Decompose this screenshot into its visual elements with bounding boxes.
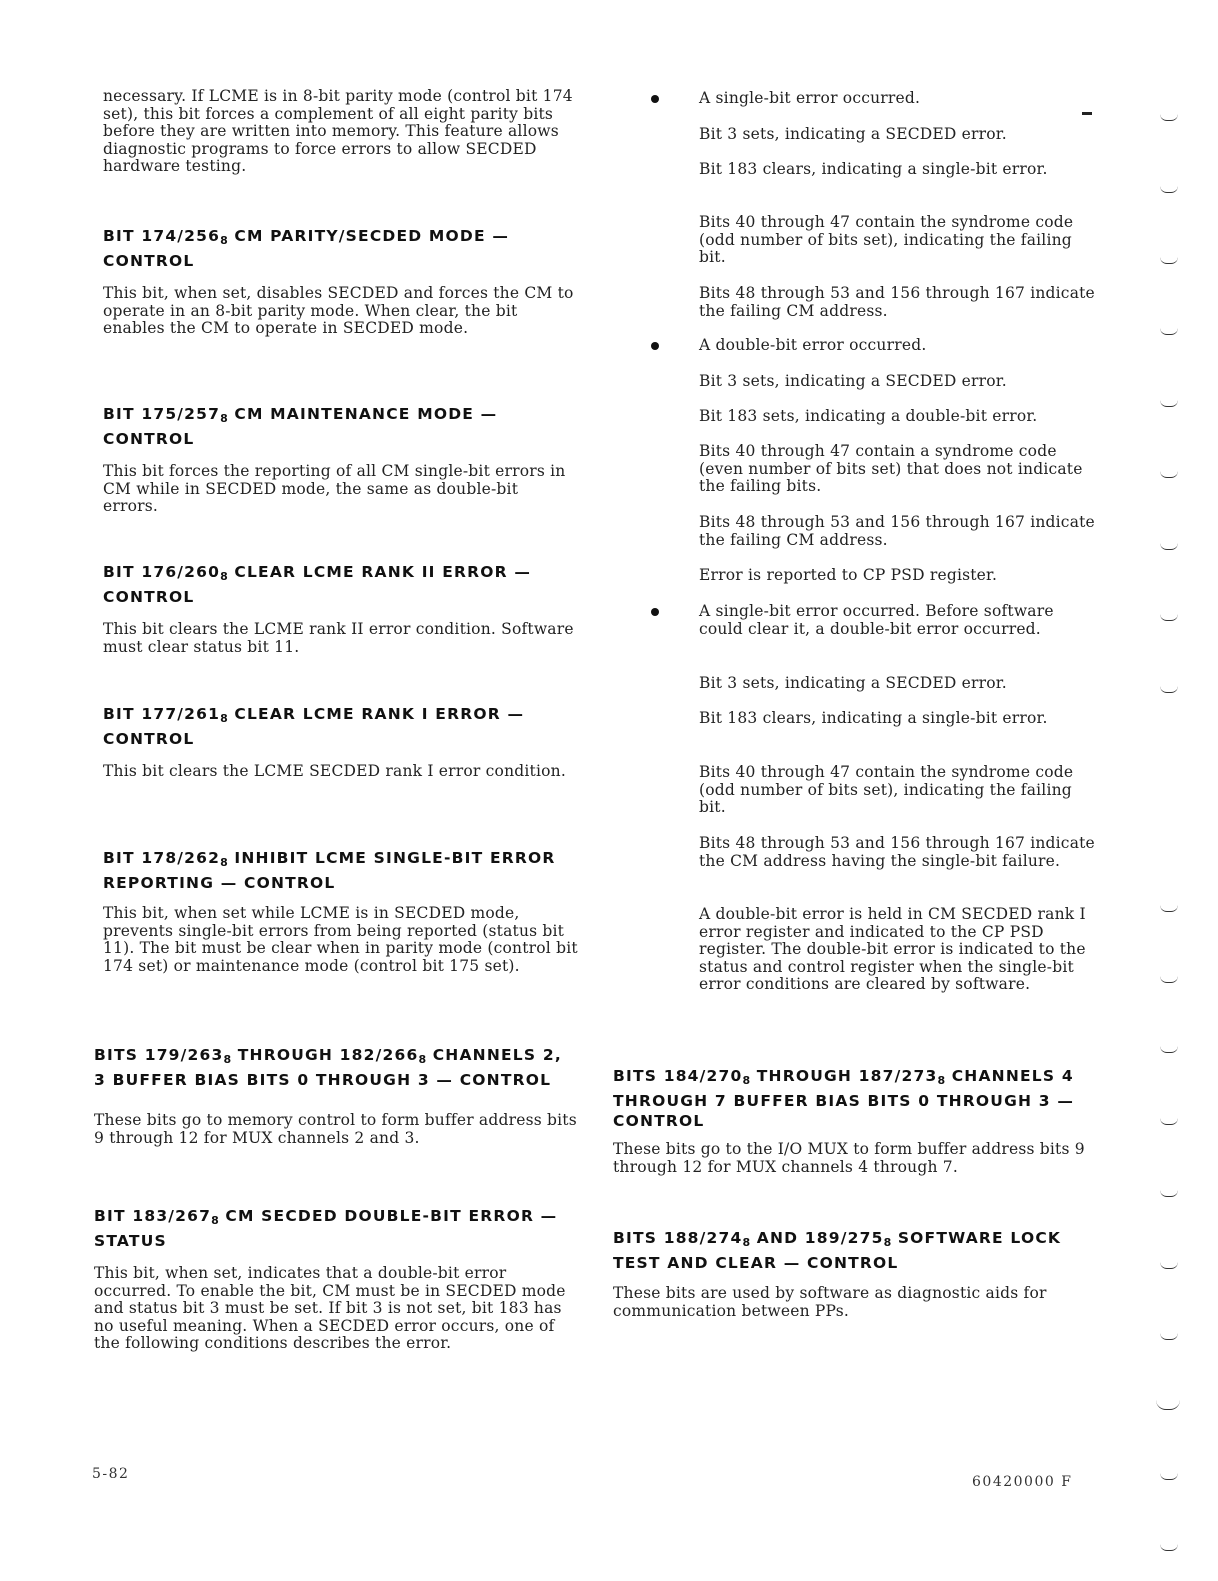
- page-number: 5-82: [92, 1466, 130, 1482]
- binding-hole-mark: [1160, 400, 1178, 407]
- document-number: 60420000 F: [972, 1474, 1073, 1490]
- section-heading: BIT $175/257_8$ CM MAINTENANCE MODE — CONTROL: [103, 405, 498, 448]
- section-body: This bit, when set, disables SECDED and forces the CM to operate in an 8-bit parity mode. When clear, the bit enables the CM to operate in SECDED mode.: [103, 284, 574, 337]
- bullet-icon: [651, 608, 659, 616]
- bullet-detail: Bit 3 sets, indicating a SECDED error.: [699, 125, 1007, 143]
- bullet-single-then-double: A single-bit error occurred. Before software could clear it, a double-bit error occurred.: [699, 603, 1099, 638]
- bullet-detail: Bits 48 through 53 and 156 through 167 indicate the CM address having the single-bit failure.: [699, 834, 1095, 870]
- binding-hole-mark: [1160, 1118, 1178, 1125]
- section-body: This bit forces the reporting of all CM single-bit errors in CM while in SECDED mode, the same as double-bit errors.: [103, 462, 566, 515]
- binding-hole-mark: [1160, 471, 1178, 478]
- section-heading: BITS $184/270_8$ THROUGH $187/273_8$ CHANNELS 4 THROUGH 7 BUFFER BIAS BITS 0 THROUGH 3 — CONTROL: [613, 1067, 1075, 1130]
- section-bit-174: [103, 226, 578, 338]
- bullet-icon: [651, 342, 659, 350]
- bullet-detail: Bits 40 through 47 contain the syndrome code (odd number of bits set), indicating the failing bit.: [699, 213, 1074, 266]
- binding-hole-mark: [1160, 1190, 1178, 1197]
- section-body: This bit clears the LCME SECDED rank I error condition.: [103, 762, 566, 780]
- section-bit-178: [103, 848, 578, 975]
- section-bit-183: [94, 1206, 579, 1353]
- section-heading: BIT $174/256_8$ CM PARITY/SECDED MODE — CONTROL: [103, 227, 510, 270]
- section-heading: BITS $179/263_8$ THROUGH $182/266_8$ CHANNELS 2, 3 BUFFER BIAS BITS 0 THROUGH 3 — CONTROL: [94, 1046, 562, 1089]
- binding-hole-mark: [1160, 1473, 1178, 1480]
- section-bit-175: [103, 404, 578, 516]
- bullet-detail: Bits 40 through 47 contain the syndrome code (odd number of bits set), indicating the failing bit.: [699, 763, 1074, 816]
- binding-hole-mark: [1160, 1046, 1178, 1053]
- section-bits-184-187: [613, 1066, 1103, 1176]
- binding-hole-mark: [1160, 257, 1178, 264]
- stray-mark: [1082, 112, 1092, 115]
- binding-hole-mark: [1160, 1262, 1178, 1269]
- binding-hole-mark: [1160, 686, 1178, 693]
- bullet-double-bit: A double-bit error occurred.: [699, 337, 1099, 355]
- section-body: These bits go to memory control to form buffer address bits 9 through 12 for MUX channels 2 and 3.: [94, 1111, 577, 1147]
- section-bits-188-189: [613, 1228, 1103, 1320]
- binding-hole-mark: [1160, 1544, 1178, 1551]
- section-heading: BITS $188/274_8$ AND $189/275_8$ SOFTWARE LOCK TEST AND CLEAR — CONTROL: [613, 1229, 1062, 1272]
- bullet-detail: Bit 3 sets, indicating a SECDED error.: [699, 674, 1007, 692]
- binding-hole-mark: [1156, 1400, 1180, 1410]
- binding-hole-mark: [1160, 905, 1178, 912]
- section-heading: BIT $177/261_8$ CLEAR LCME RANK I ERROR — CONTROL: [103, 705, 525, 748]
- bullet-detail: Bits 40 through 47 contain a syndrome code (even number of bits set) that does not indicate the failing bits.: [699, 442, 1083, 495]
- binding-hole-mark: [1160, 328, 1178, 335]
- section-body: These bits are used by software as diagnostic aids for communication between PPs.: [613, 1284, 1047, 1320]
- bullet-detail: Bits 48 through 53 and 156 through 167 indicate the failing CM address.: [699, 513, 1095, 549]
- section-heading: BIT $176/260_8$ CLEAR LCME RANK II ERROR — CONTROL: [103, 563, 532, 606]
- section-bit-176: [103, 562, 578, 656]
- section-heading: BIT $178/262_8$ INHIBIT LCME SINGLE-BIT ERROR REPORTING — CONTROL: [103, 849, 556, 892]
- bullet-detail: Error is reported to CP PSD register.: [699, 566, 998, 584]
- binding-hole-mark: [1160, 186, 1178, 193]
- section-body: This bit, when set while LCME is in SECDED mode, prevents single-bit errors from being reported (status bit 11). The bit must be clear when in parity mode (control bit 174 set) or maintenance mode (control bit 175 set).: [103, 904, 578, 975]
- bullet-icon: [651, 95, 659, 103]
- binding-hole-mark: [1160, 614, 1178, 621]
- bullet-single-bit: A single-bit error occurred.: [699, 90, 1099, 108]
- section-body: This bit clears the LCME rank II error condition. Software must clear status bit 11.: [103, 620, 574, 656]
- section-bits-179-182: [94, 1045, 579, 1147]
- bullet-detail: Bit 183 sets, indicating a double-bit error.: [699, 407, 1038, 425]
- section-bit-177: [103, 704, 578, 781]
- bullet-detail: A double-bit error is held in CM SECDED rank I error register and indicated to the CP PSD register. The double-bit error is indicated to the status and control register when the single-bit error conditions are cleared by software.: [699, 905, 1086, 993]
- section-body: These bits go to the I/O MUX to form buffer address bits 9 through 12 for MUX channels 4 through 7.: [613, 1140, 1085, 1176]
- binding-hole-mark: [1160, 1333, 1178, 1340]
- binding-hole-mark: [1160, 976, 1178, 983]
- section-body: This bit, when set, indicates that a double-bit error occurred. To enable the bit, CM must be in SECDED mode and status bit 3 must be set. If bit 3 is not set, bit 183 has no useful meaning. When a SECDED error occurs, one of the following conditions describes the error.: [94, 1264, 566, 1352]
- binding-hole-mark: [1160, 543, 1178, 550]
- bullet-detail: Bit 3 sets, indicating a SECDED error.: [699, 372, 1007, 390]
- intro-paragraph: necessary. If LCME is in 8-bit parity mode (control bit 174 set), this bit forces a complement of all eight parity bits before they are written into memory. This feature allows diagnostic programs to force errors to allow SECDED hardware testing.: [103, 87, 573, 175]
- bullet-detail: Bit 183 clears, indicating a single-bit error.: [699, 160, 1048, 178]
- section-heading: BIT $183/267_8$ CM SECDED DOUBLE-BIT ERROR — STATUS: [94, 1207, 558, 1250]
- binding-hole-mark: [1160, 114, 1178, 121]
- bullet-detail: Bit 183 clears, indicating a single-bit error.: [699, 709, 1048, 727]
- bullet-detail: Bits 48 through 53 and 156 through 167 indicate the failing CM address.: [699, 284, 1095, 320]
